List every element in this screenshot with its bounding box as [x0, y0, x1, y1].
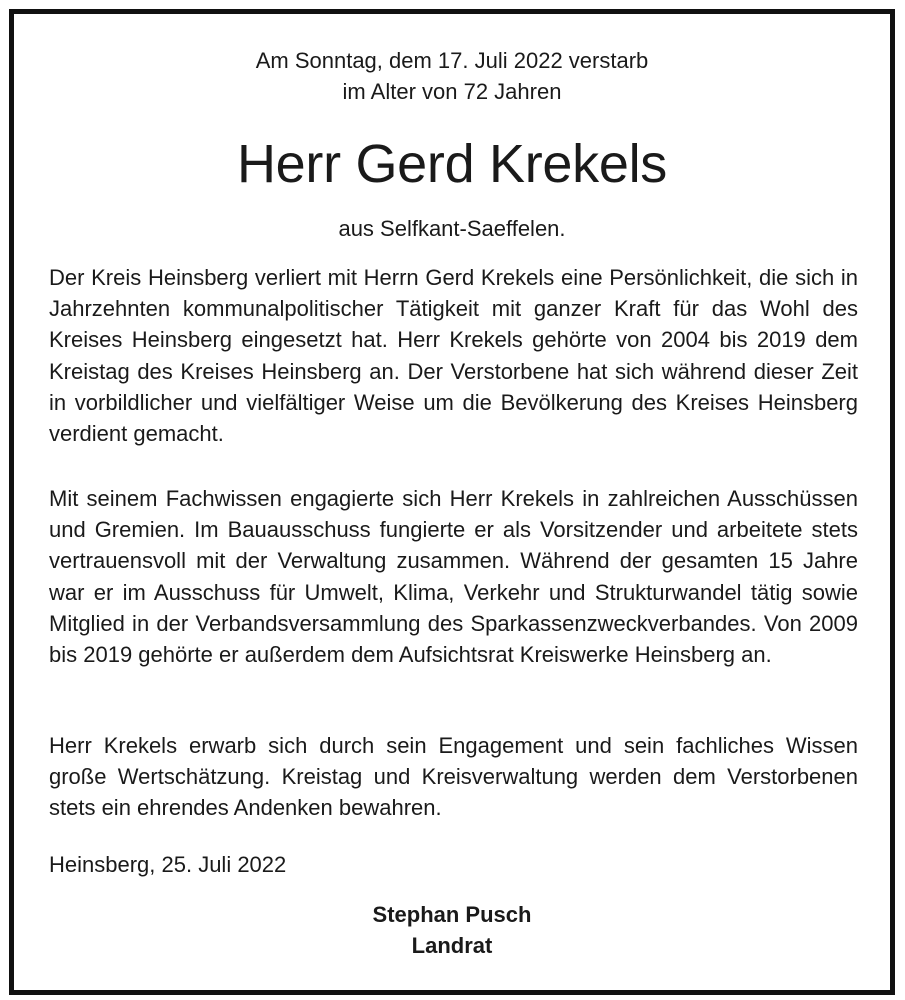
- signatory-name: Stephan Pusch: [372, 902, 532, 927]
- intro-line-1: Am Sonntag, dem 17. Juli 2022 verstarb: [255, 48, 649, 73]
- deceased-name: Herr Gerd Krekels: [236, 134, 667, 194]
- obituary-frame: [9, 9, 895, 995]
- signatory-title: Landrat: [411, 933, 493, 958]
- paragraph-2: Mit seinem Fachwissen engagierte sich Herr Krekels in zahlreichen Ausschüssen und Gremien. Im Bauausschuss fungierte er als Vorsitzender und arbeitete stets vertrauensvoll mit der Verwaltung zusammen. Während der gesamten 15 Jahre war er im Ausschuss für Umwelt, Klima, Verkehr und Strukturwandel tätig sowie Mitglied in der Verbandsversammlung des Sparkassenzweckverbandes. Von 2009 bis 2019 gehörte er außerdem dem Aufsichtsrat Kreiswerke Heinsberg an.: [49, 486, 858, 668]
- place-and-date: Heinsberg, 25. Juli 2022: [49, 852, 287, 877]
- deceased-origin: aus Selfkant-Saeffelen.: [338, 216, 566, 241]
- signature-block: [14, 899, 890, 961]
- intro-text: [14, 45, 890, 107]
- paragraph-1: Der Kreis Heinsberg verliert mit Herrn Gerd Krekels eine Persönlichkeit, die sich in Jahrzehnten kommunalpolitischer Tätigkeit mit ganzer Kraft für das Wohl des Kreises Heinsberg eingesetzt hat. Herr Krekels gehörte von 2004 bis 2019 dem Kreistag des Kreises Heinsberg an. Der Verstorbene hat sich während dieser Zeit in vorbildlicher und vielfältiger Weise um die Bevölkerung des Kreises Heinsberg verdient gemacht.: [49, 265, 858, 447]
- paragraph-3: Herr Krekels erwarb sich durch sein Engagement und sein fachliches Wissen große Wertschätzung. Kreistag und Kreisverwaltung werden dem Verstorbenen stets ein ehrendes Andenken bewahren.: [49, 733, 858, 821]
- intro-line-2: im Alter von 72 Jahren: [342, 79, 562, 104]
